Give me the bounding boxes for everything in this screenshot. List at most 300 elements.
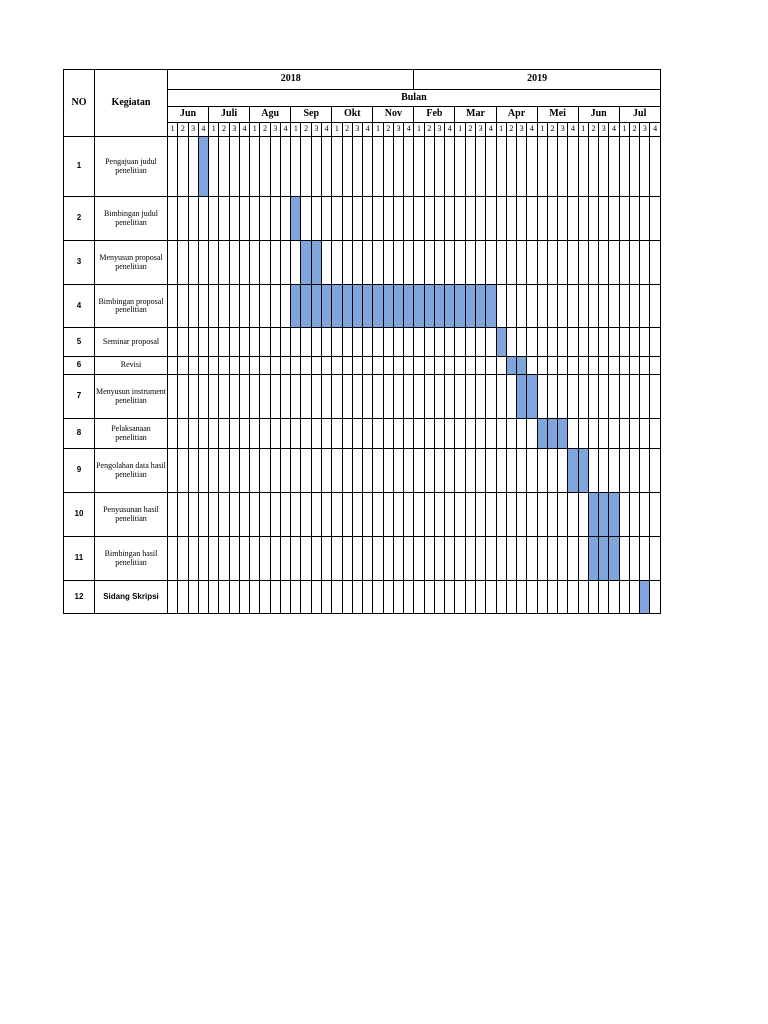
schedule-cell xyxy=(650,581,660,614)
schedule-cell xyxy=(609,581,619,614)
schedule-cell xyxy=(650,137,660,197)
week-number: 2 xyxy=(506,123,516,137)
schedule-cell xyxy=(475,137,485,197)
schedule-cell xyxy=(650,537,660,581)
schedule-cell xyxy=(414,137,424,197)
schedule-cell xyxy=(373,493,383,537)
week-number: 1 xyxy=(209,123,219,137)
schedule-cell xyxy=(209,449,219,493)
schedule-cell xyxy=(475,493,485,537)
schedule-cell xyxy=(424,375,434,419)
schedule-cell xyxy=(496,357,506,375)
month-header: Jun xyxy=(578,107,619,123)
schedule-cell xyxy=(599,285,609,328)
schedule-cell xyxy=(619,449,629,493)
schedule-cell xyxy=(619,137,629,197)
schedule-cell xyxy=(496,285,506,328)
schedule-cell xyxy=(424,197,434,241)
schedule-cell xyxy=(414,375,424,419)
week-number: 1 xyxy=(455,123,465,137)
schedule-cell xyxy=(640,328,650,357)
schedule-cell xyxy=(178,581,188,614)
schedule-cell xyxy=(424,449,434,493)
schedule-cell xyxy=(486,581,496,614)
schedule-cell xyxy=(342,537,352,581)
schedule-cell xyxy=(321,197,331,241)
schedule-cell xyxy=(291,537,301,581)
schedule-cell xyxy=(506,375,516,419)
schedule-cell xyxy=(609,197,619,241)
schedule-cell xyxy=(475,419,485,449)
schedule-cell xyxy=(383,357,393,375)
week-number: 1 xyxy=(373,123,383,137)
schedule-cell xyxy=(219,197,229,241)
schedule-cell xyxy=(558,581,568,614)
schedule-cell xyxy=(270,328,280,357)
schedule-cell xyxy=(198,328,208,357)
schedule-cell xyxy=(404,357,414,375)
schedule-bar-cell xyxy=(599,493,609,537)
schedule-cell xyxy=(619,241,629,285)
schedule-cell xyxy=(445,581,455,614)
schedule-cell xyxy=(465,197,475,241)
activity-name: Revisi xyxy=(95,357,168,375)
schedule-cell xyxy=(342,197,352,241)
schedule-cell xyxy=(373,537,383,581)
schedule-cell xyxy=(219,581,229,614)
schedule-cell xyxy=(619,581,629,614)
schedule-cell xyxy=(352,449,362,493)
schedule-cell xyxy=(486,137,496,197)
schedule-cell xyxy=(619,328,629,357)
schedule-cell xyxy=(578,328,588,357)
schedule-cell xyxy=(537,537,547,581)
schedule-bar-cell xyxy=(301,285,311,328)
week-number: 4 xyxy=(527,123,537,137)
schedule-cell xyxy=(280,328,290,357)
schedule-cell xyxy=(188,357,198,375)
schedule-cell xyxy=(229,328,239,357)
schedule-cell xyxy=(178,449,188,493)
schedule-cell xyxy=(198,449,208,493)
schedule-cell xyxy=(404,375,414,419)
schedule-cell xyxy=(588,581,598,614)
schedule-cell xyxy=(219,137,229,197)
schedule-cell xyxy=(424,537,434,581)
schedule-cell xyxy=(301,197,311,241)
schedule-cell xyxy=(578,581,588,614)
schedule-cell xyxy=(291,493,301,537)
schedule-cell xyxy=(270,285,280,328)
schedule-cell xyxy=(260,197,270,241)
schedule-cell xyxy=(383,419,393,449)
schedule-cell xyxy=(496,137,506,197)
schedule-cell xyxy=(188,197,198,241)
schedule-cell xyxy=(506,581,516,614)
schedule-cell xyxy=(280,357,290,375)
schedule-cell xyxy=(609,357,619,375)
schedule-cell xyxy=(517,241,527,285)
activity-name: Sidang Skripsi xyxy=(95,581,168,614)
schedule-cell xyxy=(250,537,260,581)
schedule-cell xyxy=(629,241,639,285)
activity-number: 9 xyxy=(64,449,95,493)
schedule-cell xyxy=(558,285,568,328)
schedule-cell xyxy=(332,375,342,419)
schedule-cell xyxy=(209,137,219,197)
schedule-cell xyxy=(383,375,393,419)
schedule-cell xyxy=(363,137,373,197)
week-number: 3 xyxy=(517,123,527,137)
schedule-cell xyxy=(527,328,537,357)
schedule-cell xyxy=(270,449,280,493)
activity-name: Menyusun proposal penelitian xyxy=(95,241,168,285)
schedule-cell xyxy=(209,419,219,449)
schedule-cell xyxy=(465,493,475,537)
schedule-cell xyxy=(465,137,475,197)
schedule-cell xyxy=(188,493,198,537)
month-header: Juli xyxy=(209,107,250,123)
schedule-cell xyxy=(250,357,260,375)
schedule-cell xyxy=(178,537,188,581)
schedule-cell xyxy=(650,197,660,241)
schedule-cell xyxy=(599,419,609,449)
schedule-cell xyxy=(588,375,598,419)
activity-row xyxy=(64,357,661,375)
schedule-cell xyxy=(465,241,475,285)
schedule-cell xyxy=(229,285,239,328)
schedule-cell xyxy=(434,137,444,197)
schedule-bar-cell xyxy=(588,493,598,537)
activity-row xyxy=(64,375,661,419)
schedule-cell xyxy=(342,137,352,197)
schedule-bar-cell xyxy=(434,285,444,328)
schedule-cell xyxy=(373,197,383,241)
schedule-bar-cell xyxy=(414,285,424,328)
activity-number: 4 xyxy=(64,285,95,328)
schedule-cell xyxy=(209,493,219,537)
schedule-cell xyxy=(588,328,598,357)
schedule-cell xyxy=(311,357,321,375)
schedule-cell xyxy=(311,328,321,357)
schedule-cell xyxy=(629,357,639,375)
week-number: 2 xyxy=(219,123,229,137)
schedule-cell xyxy=(527,357,537,375)
schedule-cell xyxy=(455,241,465,285)
schedule-cell xyxy=(465,449,475,493)
schedule-cell xyxy=(537,241,547,285)
schedule-cell xyxy=(332,137,342,197)
schedule-cell xyxy=(629,537,639,581)
no-column-header: NO xyxy=(64,70,95,137)
schedule-cell xyxy=(640,285,650,328)
schedule-cell xyxy=(373,241,383,285)
schedule-cell xyxy=(260,375,270,419)
schedule-cell xyxy=(198,493,208,537)
schedule-cell xyxy=(342,357,352,375)
schedule-cell xyxy=(188,137,198,197)
schedule-cell xyxy=(321,581,331,614)
schedule-cell xyxy=(475,328,485,357)
schedule-cell xyxy=(445,419,455,449)
schedule-cell xyxy=(547,197,557,241)
schedule-cell xyxy=(599,375,609,419)
activity-number: 2 xyxy=(64,197,95,241)
schedule-cell xyxy=(209,328,219,357)
schedule-cell xyxy=(558,537,568,581)
schedule-cell xyxy=(455,328,465,357)
schedule-cell xyxy=(342,493,352,537)
schedule-cell xyxy=(352,328,362,357)
schedule-cell xyxy=(168,449,178,493)
schedule-cell xyxy=(404,493,414,537)
schedule-cell xyxy=(250,137,260,197)
schedule-cell xyxy=(424,241,434,285)
schedule-cell xyxy=(547,375,557,419)
schedule-cell xyxy=(311,581,321,614)
schedule-cell xyxy=(558,328,568,357)
schedule-cell xyxy=(558,493,568,537)
schedule-cell xyxy=(629,197,639,241)
schedule-cell xyxy=(260,493,270,537)
schedule-cell xyxy=(506,241,516,285)
schedule-cell xyxy=(270,375,280,419)
schedule-cell xyxy=(414,581,424,614)
schedule-cell xyxy=(168,357,178,375)
schedule-bar-cell xyxy=(301,241,311,285)
schedule-cell xyxy=(434,375,444,419)
schedule-cell xyxy=(229,137,239,197)
schedule-cell xyxy=(517,449,527,493)
schedule-cell xyxy=(629,419,639,449)
schedule-cell xyxy=(178,241,188,285)
schedule-cell xyxy=(506,285,516,328)
schedule-cell xyxy=(239,537,249,581)
schedule-cell xyxy=(301,375,311,419)
schedule-cell xyxy=(229,357,239,375)
week-number: 2 xyxy=(260,123,270,137)
schedule-cell xyxy=(363,357,373,375)
schedule-cell xyxy=(475,449,485,493)
schedule-cell xyxy=(629,137,639,197)
schedule-cell xyxy=(178,357,188,375)
schedule-cell xyxy=(198,197,208,241)
schedule-cell xyxy=(260,419,270,449)
schedule-cell xyxy=(599,328,609,357)
schedule-cell xyxy=(619,285,629,328)
week-number: 1 xyxy=(619,123,629,137)
schedule-cell xyxy=(455,137,465,197)
schedule-bar-cell xyxy=(517,375,527,419)
schedule-cell xyxy=(178,285,188,328)
schedule-cell xyxy=(178,419,188,449)
week-number: 2 xyxy=(547,123,557,137)
schedule-cell xyxy=(332,419,342,449)
schedule-cell xyxy=(239,197,249,241)
schedule-bar-cell xyxy=(363,285,373,328)
week-number: 3 xyxy=(393,123,403,137)
schedule-cell xyxy=(239,241,249,285)
schedule-cell xyxy=(352,537,362,581)
schedule-cell xyxy=(219,328,229,357)
schedule-cell xyxy=(301,328,311,357)
schedule-cell xyxy=(434,449,444,493)
schedule-cell xyxy=(178,493,188,537)
schedule-bar-cell xyxy=(599,537,609,581)
month-header: Feb xyxy=(414,107,455,123)
schedule-cell xyxy=(568,241,578,285)
schedule-bar-cell xyxy=(424,285,434,328)
schedule-bar-cell xyxy=(609,537,619,581)
schedule-cell xyxy=(301,137,311,197)
schedule-cell xyxy=(250,449,260,493)
schedule-cell xyxy=(229,537,239,581)
schedule-cell xyxy=(383,449,393,493)
schedule-cell xyxy=(250,241,260,285)
schedule-cell xyxy=(352,493,362,537)
schedule-cell xyxy=(321,537,331,581)
schedule-cell xyxy=(650,357,660,375)
week-number: 1 xyxy=(250,123,260,137)
schedule-cell xyxy=(486,493,496,537)
activity-number: 8 xyxy=(64,419,95,449)
schedule-cell xyxy=(547,137,557,197)
schedule-cell xyxy=(506,137,516,197)
schedule-cell xyxy=(609,328,619,357)
schedule-cell xyxy=(578,285,588,328)
schedule-cell xyxy=(280,375,290,419)
week-number: 4 xyxy=(445,123,455,137)
schedule-cell xyxy=(321,419,331,449)
week-number: 3 xyxy=(229,123,239,137)
schedule-bar-cell xyxy=(291,285,301,328)
schedule-cell xyxy=(578,241,588,285)
schedule-cell xyxy=(547,493,557,537)
week-number: 2 xyxy=(588,123,598,137)
schedule-cell xyxy=(404,419,414,449)
schedule-cell xyxy=(537,285,547,328)
week-number: 2 xyxy=(383,123,393,137)
schedule-cell xyxy=(229,449,239,493)
schedule-cell xyxy=(352,197,362,241)
schedule-cell xyxy=(383,137,393,197)
schedule-cell xyxy=(506,537,516,581)
schedule-cell xyxy=(629,375,639,419)
schedule-cell xyxy=(619,419,629,449)
schedule-cell xyxy=(250,493,260,537)
schedule-cell xyxy=(434,328,444,357)
schedule-cell xyxy=(352,419,362,449)
schedule-bar-cell xyxy=(506,357,516,375)
schedule-cell xyxy=(609,419,619,449)
schedule-cell xyxy=(517,581,527,614)
schedule-cell xyxy=(363,449,373,493)
schedule-cell xyxy=(496,449,506,493)
schedule-cell xyxy=(301,449,311,493)
schedule-bar-cell xyxy=(588,537,598,581)
schedule-cell xyxy=(455,197,465,241)
schedule-cell xyxy=(455,581,465,614)
week-number: 1 xyxy=(414,123,424,137)
schedule-cell xyxy=(393,241,403,285)
schedule-cell xyxy=(537,197,547,241)
schedule-cell xyxy=(506,449,516,493)
schedule-cell xyxy=(178,197,188,241)
schedule-cell xyxy=(609,137,619,197)
schedule-cell xyxy=(188,375,198,419)
schedule-cell xyxy=(414,197,424,241)
schedule-cell xyxy=(547,357,557,375)
schedule-cell xyxy=(506,328,516,357)
schedule-cell xyxy=(352,357,362,375)
schedule-cell xyxy=(465,581,475,614)
schedule-cell xyxy=(650,449,660,493)
week-number: 4 xyxy=(321,123,331,137)
schedule-cell xyxy=(332,581,342,614)
schedule-cell xyxy=(475,197,485,241)
schedule-cell xyxy=(465,357,475,375)
schedule-cell xyxy=(188,449,198,493)
schedule-cell xyxy=(198,357,208,375)
schedule-cell xyxy=(363,537,373,581)
schedule-cell xyxy=(311,137,321,197)
schedule-cell xyxy=(599,357,609,375)
schedule-cell xyxy=(455,419,465,449)
schedule-cell xyxy=(558,375,568,419)
schedule-cell xyxy=(650,285,660,328)
schedule-cell xyxy=(209,581,219,614)
schedule-cell xyxy=(475,581,485,614)
schedule-cell xyxy=(383,537,393,581)
schedule-bar-cell xyxy=(342,285,352,328)
schedule-cell xyxy=(198,419,208,449)
schedule-cell xyxy=(219,375,229,419)
schedule-cell xyxy=(629,328,639,357)
schedule-cell xyxy=(260,241,270,285)
schedule-cell xyxy=(260,581,270,614)
schedule-bar-cell xyxy=(321,285,331,328)
schedule-cell xyxy=(188,581,198,614)
schedule-cell xyxy=(527,137,537,197)
month-header: Okt xyxy=(332,107,373,123)
schedule-cell xyxy=(321,241,331,285)
schedule-cell xyxy=(291,137,301,197)
schedule-cell xyxy=(547,285,557,328)
schedule-cell xyxy=(465,419,475,449)
schedule-cell xyxy=(363,197,373,241)
month-header: Mar xyxy=(455,107,496,123)
schedule-bar-cell xyxy=(496,328,506,357)
schedule-cell xyxy=(455,357,465,375)
schedule-cell xyxy=(168,537,178,581)
schedule-cell xyxy=(280,581,290,614)
schedule-cell xyxy=(547,537,557,581)
year-header: 2018 xyxy=(168,70,414,90)
schedule-cell xyxy=(168,581,178,614)
schedule-cell xyxy=(496,375,506,419)
schedule-cell xyxy=(301,581,311,614)
schedule-cell xyxy=(209,197,219,241)
activity-row xyxy=(64,493,661,537)
schedule-cell xyxy=(568,419,578,449)
schedule-cell xyxy=(558,449,568,493)
schedule-cell xyxy=(373,419,383,449)
schedule-cell xyxy=(445,241,455,285)
schedule-cell xyxy=(178,137,188,197)
schedule-cell xyxy=(486,449,496,493)
month-header: Apr xyxy=(496,107,537,123)
schedule-cell xyxy=(588,357,598,375)
